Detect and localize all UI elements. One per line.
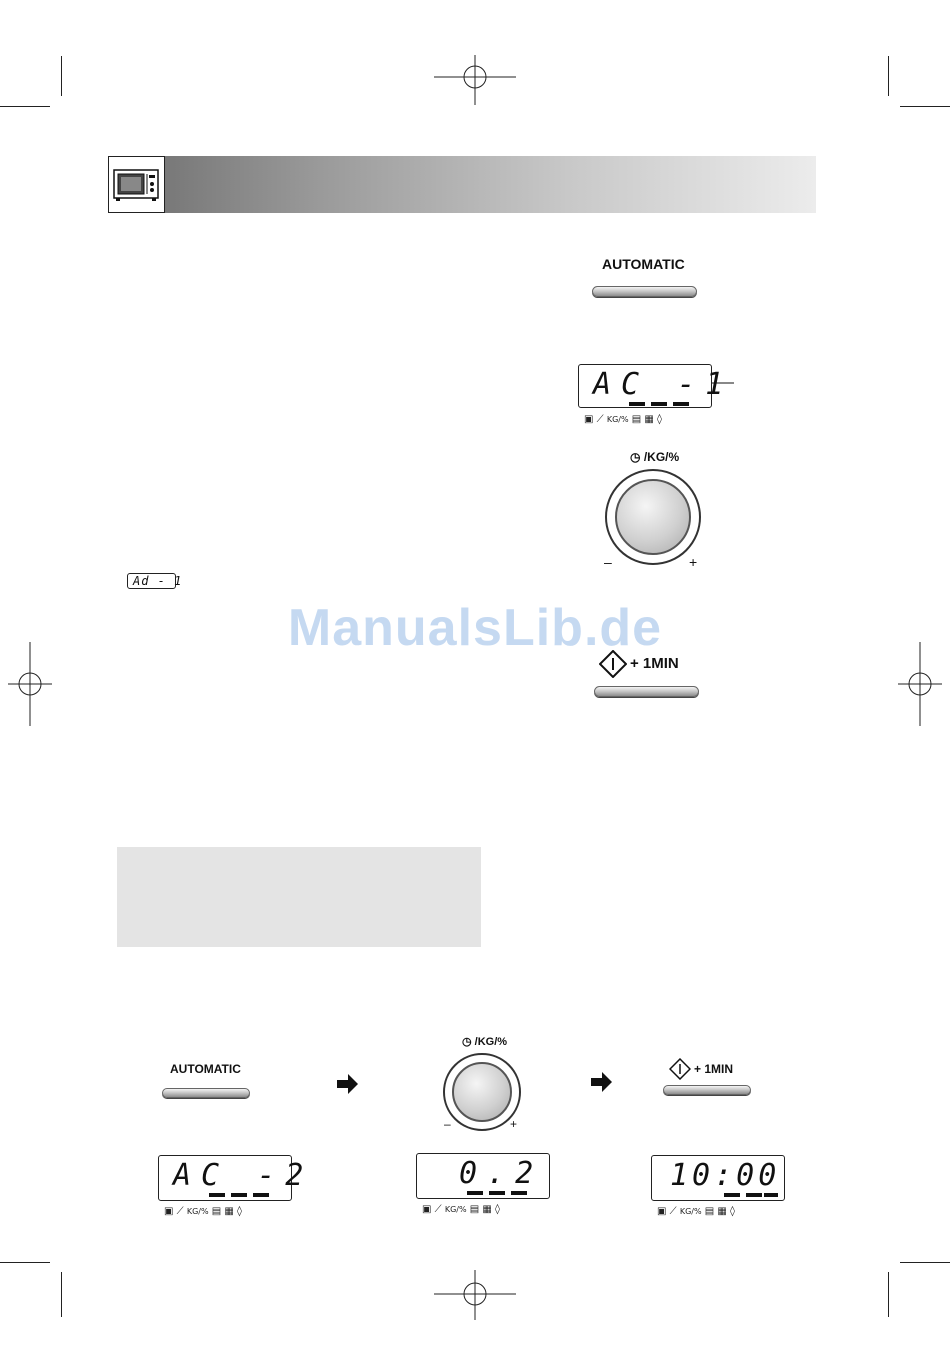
callout-line xyxy=(712,380,734,386)
convection-icon: ▦ xyxy=(224,1206,234,1217)
dial-knob[interactable] xyxy=(615,479,691,555)
automatic-button-label-bottom: AUTOMATIC xyxy=(170,1062,241,1076)
crop-mark xyxy=(0,1262,50,1263)
crop-mark xyxy=(888,56,889,96)
display-indicator-row xyxy=(584,414,662,425)
crop-mark xyxy=(61,1272,62,1317)
display-dash xyxy=(489,1191,505,1195)
start-button-label: + 1MIN xyxy=(630,655,679,672)
automatic-button[interactable] xyxy=(592,286,697,297)
start-diamond-icon xyxy=(669,1058,691,1080)
defrost-icon: ▣ xyxy=(657,1206,667,1217)
display-panel-weight: 0.2 xyxy=(416,1153,550,1199)
dial-label-bottom: ◷ /KG/% xyxy=(462,1036,508,1048)
inline-display-ad1: Ad - 1 xyxy=(127,573,176,589)
defrost-icon: ▣ xyxy=(584,414,594,425)
watermark: ManualsLib.de xyxy=(287,599,663,657)
dial-plus-label: + xyxy=(689,554,698,570)
display-dash xyxy=(209,1193,225,1197)
weight-indicator: KG/% xyxy=(186,1207,209,1216)
dial-label: ◷ /KG/% xyxy=(630,450,680,464)
display-indicator-row xyxy=(422,1204,500,1215)
microwave-icon xyxy=(108,156,165,213)
dial-minus-label: – xyxy=(444,1117,451,1131)
start-button[interactable] xyxy=(594,686,699,697)
start-icon: ◊ xyxy=(237,1206,242,1217)
arrow-right-icon xyxy=(337,1073,359,1095)
automatic-button-bottom[interactable] xyxy=(162,1088,250,1098)
start-icon: ◊ xyxy=(730,1206,735,1217)
display-dash xyxy=(724,1193,740,1197)
automatic-button-label: AUTOMATIC xyxy=(602,256,685,272)
microwave-wave-icon: ▤ xyxy=(631,414,642,425)
display-dash xyxy=(746,1193,762,1197)
display-dash xyxy=(764,1193,778,1197)
display-dash xyxy=(231,1193,247,1197)
start-button-bottom[interactable] xyxy=(663,1085,751,1095)
dial-knob[interactable] xyxy=(452,1062,512,1122)
start-icon: ◊ xyxy=(495,1204,500,1215)
display-dash xyxy=(511,1191,527,1195)
display-panel-ac2: AC -2 xyxy=(158,1155,292,1201)
registration-target-bottom xyxy=(434,1270,516,1320)
weight-indicator: KG/% xyxy=(606,415,629,424)
dial-minus-label: – xyxy=(604,554,612,570)
microwave-wave-icon: ▤ xyxy=(211,1206,222,1217)
display-dash xyxy=(629,402,645,406)
note-box xyxy=(117,847,481,947)
crop-mark xyxy=(900,1262,950,1263)
time-weight-dial[interactable] xyxy=(605,469,701,565)
weight-indicator: KG/% xyxy=(444,1205,467,1214)
grill-icon: ⟋ xyxy=(434,1204,442,1215)
display-indicator-row xyxy=(164,1206,242,1217)
display-dash xyxy=(673,402,689,406)
dial-plus-label: + xyxy=(510,1117,518,1131)
crop-mark xyxy=(900,106,950,107)
microwave-wave-icon: ▤ xyxy=(469,1204,480,1215)
convection-icon: ▦ xyxy=(482,1204,492,1215)
clock-icon: ◷ xyxy=(630,450,641,464)
section-header-band xyxy=(108,156,816,213)
weight-indicator: KG/% xyxy=(679,1207,702,1216)
display-text: AC -1 xyxy=(593,367,734,402)
display-dash xyxy=(467,1191,483,1195)
registration-target-top xyxy=(434,55,516,105)
defrost-icon: ▣ xyxy=(164,1206,174,1217)
arrow-right-icon xyxy=(591,1071,613,1093)
convection-icon: ▦ xyxy=(717,1206,727,1217)
display-dash xyxy=(651,402,667,406)
crop-mark xyxy=(888,1272,889,1317)
grill-icon: ⟋ xyxy=(669,1206,677,1217)
grill-icon: ⟋ xyxy=(596,414,604,425)
microwave-wave-icon: ▤ xyxy=(704,1206,715,1217)
crop-mark xyxy=(61,56,62,96)
defrost-icon: ▣ xyxy=(422,1204,432,1215)
grill-icon: ⟋ xyxy=(176,1206,184,1217)
crop-mark xyxy=(0,106,50,107)
display-panel-time: 10:00 xyxy=(651,1155,785,1201)
start-icon: ◊ xyxy=(657,414,662,425)
display-indicator-row xyxy=(657,1206,735,1217)
convection-icon: ▦ xyxy=(644,414,654,425)
display-dash xyxy=(253,1193,269,1197)
clock-icon: ◷ xyxy=(462,1036,472,1048)
start-button-label-bottom: + 1MIN xyxy=(694,1062,734,1076)
display-panel-ac1 xyxy=(578,364,734,408)
